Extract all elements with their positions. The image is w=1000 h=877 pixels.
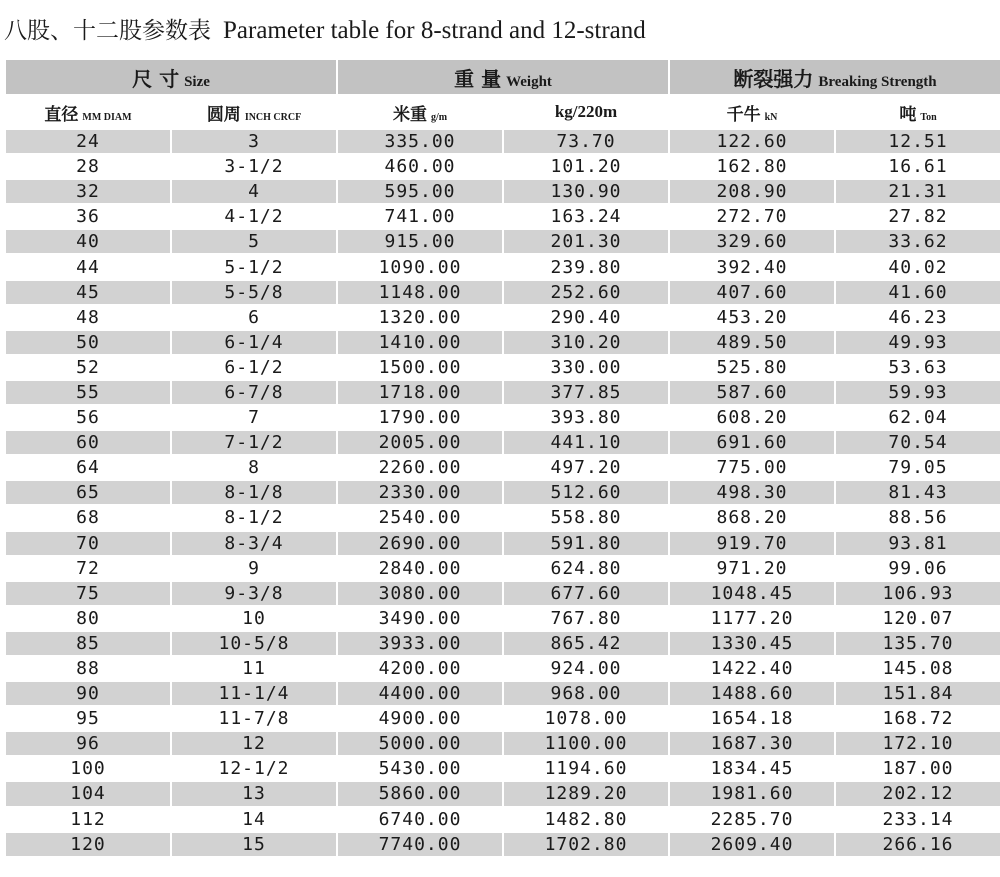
cell-strength-ton: 59.93 <box>836 381 1000 404</box>
cell-strength-kn: 1422.40 <box>670 657 834 680</box>
cell-weight-kg-per-220m: 1078.00 <box>504 707 668 730</box>
cell-strength-ton: 151.84 <box>836 682 1000 705</box>
column-header-en: Ton <box>920 111 937 123</box>
column-header-row <box>6 96 1000 128</box>
cell-strength-kn: 868.20 <box>670 506 834 529</box>
cell-circumference-inch: 4 <box>172 180 336 203</box>
cell-diameter-mm: 96 <box>6 732 170 755</box>
cell-strength-ton: 135.70 <box>836 632 1000 655</box>
table-row <box>6 155 1000 178</box>
cell-strength-ton: 93.81 <box>836 532 1000 555</box>
cell-strength-kn: 1488.60 <box>670 682 834 705</box>
table-row <box>6 255 1000 278</box>
cell-weight-kg-per-220m: 330.00 <box>504 356 668 379</box>
table-row <box>6 782 1000 805</box>
cell-strength-ton: 62.04 <box>836 406 1000 429</box>
cell-weight-g-per-m: 7740.00 <box>338 833 502 856</box>
group-header-en: Weight <box>506 73 552 90</box>
cell-diameter-mm: 88 <box>6 657 170 680</box>
cell-weight-kg-per-220m: 767.80 <box>504 607 668 630</box>
cell-diameter-mm: 45 <box>6 281 170 304</box>
cell-circumference-inch: 8-3/4 <box>172 532 336 555</box>
table-row <box>6 833 1000 856</box>
cell-weight-g-per-m: 335.00 <box>338 130 502 153</box>
cell-strength-ton: 145.08 <box>836 657 1000 680</box>
cell-diameter-mm: 112 <box>6 808 170 831</box>
cell-weight-kg-per-220m: 239.80 <box>504 255 668 278</box>
cell-weight-g-per-m: 2840.00 <box>338 557 502 580</box>
cell-weight-g-per-m: 595.00 <box>338 180 502 203</box>
column-header-en: kg/220m <box>554 102 618 121</box>
column-header-circumference <box>172 96 336 128</box>
column-header-diameter <box>6 96 170 128</box>
cell-circumference-inch: 10-5/8 <box>172 632 336 655</box>
table-row <box>6 130 1000 153</box>
cell-weight-kg-per-220m: 591.80 <box>504 532 668 555</box>
cell-weight-g-per-m: 5000.00 <box>338 732 502 755</box>
cell-weight-g-per-m: 1090.00 <box>338 255 502 278</box>
cell-strength-kn: 1981.60 <box>670 782 834 805</box>
table-row <box>6 732 1000 755</box>
cell-diameter-mm: 104 <box>6 782 170 805</box>
cell-circumference-inch: 5-5/8 <box>172 281 336 304</box>
cell-circumference-inch: 6-1/4 <box>172 331 336 354</box>
cell-circumference-inch: 10 <box>172 607 336 630</box>
cell-strength-ton: 33.62 <box>836 230 1000 253</box>
cell-strength-ton: 266.16 <box>836 833 1000 856</box>
column-header-ton <box>836 96 1000 128</box>
cell-circumference-inch: 12 <box>172 732 336 755</box>
cell-weight-kg-per-220m: 1702.80 <box>504 833 668 856</box>
table-row <box>6 356 1000 379</box>
cell-diameter-mm: 64 <box>6 456 170 479</box>
column-header-en: MM DIAM <box>82 111 132 123</box>
table-row <box>6 230 1000 253</box>
cell-diameter-mm: 55 <box>6 381 170 404</box>
cell-weight-g-per-m: 2005.00 <box>338 431 502 454</box>
cell-weight-kg-per-220m: 73.70 <box>504 130 668 153</box>
cell-weight-kg-per-220m: 1482.80 <box>504 808 668 831</box>
cell-strength-kn: 1687.30 <box>670 732 834 755</box>
cell-weight-g-per-m: 460.00 <box>338 155 502 178</box>
cell-strength-kn: 407.60 <box>670 281 834 304</box>
title-chinese: 八股、十二股参数表 <box>4 18 211 44</box>
group-header-weight <box>338 60 668 94</box>
cell-circumference-inch: 8 <box>172 456 336 479</box>
cell-weight-g-per-m: 3933.00 <box>338 632 502 655</box>
column-header-en: g/m <box>430 111 448 123</box>
cell-strength-kn: 587.60 <box>670 381 834 404</box>
cell-strength-kn: 1654.18 <box>670 707 834 730</box>
cell-circumference-inch: 15 <box>172 833 336 856</box>
cell-strength-kn: 122.60 <box>670 130 834 153</box>
cell-weight-kg-per-220m: 1289.20 <box>504 782 668 805</box>
cell-strength-kn: 208.90 <box>670 180 834 203</box>
table-row <box>6 607 1000 630</box>
cell-weight-g-per-m: 1718.00 <box>338 381 502 404</box>
column-header-cn: 直径 <box>44 104 79 125</box>
cell-strength-kn: 608.20 <box>670 406 834 429</box>
cell-strength-ton: 168.72 <box>836 707 1000 730</box>
cell-strength-kn: 775.00 <box>670 456 834 479</box>
cell-weight-g-per-m: 1410.00 <box>338 331 502 354</box>
cell-strength-ton: 99.06 <box>836 557 1000 580</box>
cell-weight-g-per-m: 1790.00 <box>338 406 502 429</box>
cell-strength-kn: 1048.45 <box>670 582 834 605</box>
table-row <box>6 281 1000 304</box>
cell-weight-kg-per-220m: 1100.00 <box>504 732 668 755</box>
cell-strength-kn: 392.40 <box>670 255 834 278</box>
cell-weight-g-per-m: 1500.00 <box>338 356 502 379</box>
cell-weight-kg-per-220m: 290.40 <box>504 306 668 329</box>
group-header-cn: 重 量 <box>454 66 502 91</box>
cell-strength-kn: 2285.70 <box>670 808 834 831</box>
cell-weight-kg-per-220m: 512.60 <box>504 481 668 504</box>
cell-diameter-mm: 72 <box>6 557 170 580</box>
parameter-table <box>4 58 1000 858</box>
cell-circumference-inch: 8-1/2 <box>172 506 336 529</box>
cell-weight-g-per-m: 1148.00 <box>338 281 502 304</box>
cell-weight-g-per-m: 1320.00 <box>338 306 502 329</box>
column-header-en: kN <box>764 111 778 123</box>
column-header-gram-per-meter <box>338 96 502 128</box>
table-row <box>6 381 1000 404</box>
cell-strength-ton: 49.93 <box>836 331 1000 354</box>
table-row <box>6 205 1000 228</box>
table-row <box>6 406 1000 429</box>
cell-diameter-mm: 56 <box>6 406 170 429</box>
cell-strength-ton: 70.54 <box>836 431 1000 454</box>
cell-strength-ton: 16.61 <box>836 155 1000 178</box>
cell-circumference-inch: 8-1/8 <box>172 481 336 504</box>
cell-diameter-mm: 60 <box>6 431 170 454</box>
cell-weight-g-per-m: 2330.00 <box>338 481 502 504</box>
cell-weight-g-per-m: 6740.00 <box>338 808 502 831</box>
cell-diameter-mm: 120 <box>6 833 170 856</box>
cell-diameter-mm: 32 <box>6 180 170 203</box>
cell-weight-kg-per-220m: 101.20 <box>504 155 668 178</box>
cell-strength-kn: 272.70 <box>670 205 834 228</box>
cell-strength-kn: 691.60 <box>670 431 834 454</box>
cell-strength-kn: 1330.45 <box>670 632 834 655</box>
page-title <box>4 12 646 46</box>
cell-circumference-inch: 3 <box>172 130 336 153</box>
cell-weight-kg-per-220m: 865.42 <box>504 632 668 655</box>
table-row <box>6 657 1000 680</box>
cell-strength-ton: 106.93 <box>836 582 1000 605</box>
cell-weight-g-per-m: 3080.00 <box>338 582 502 605</box>
cell-weight-g-per-m: 4200.00 <box>338 657 502 680</box>
cell-strength-ton: 46.23 <box>836 306 1000 329</box>
cell-diameter-mm: 50 <box>6 331 170 354</box>
table-row <box>6 532 1000 555</box>
cell-weight-g-per-m: 915.00 <box>338 230 502 253</box>
cell-weight-g-per-m: 5430.00 <box>338 757 502 780</box>
cell-circumference-inch: 13 <box>172 782 336 805</box>
cell-diameter-mm: 24 <box>6 130 170 153</box>
cell-circumference-inch: 5-1/2 <box>172 255 336 278</box>
table-row <box>6 506 1000 529</box>
cell-weight-kg-per-220m: 1194.60 <box>504 757 668 780</box>
cell-circumference-inch: 5 <box>172 230 336 253</box>
cell-strength-ton: 12.51 <box>836 130 1000 153</box>
cell-strength-kn: 1834.45 <box>670 757 834 780</box>
cell-strength-ton: 172.10 <box>836 732 1000 755</box>
column-header-kilonewton <box>670 96 834 128</box>
cell-weight-kg-per-220m: 163.24 <box>504 205 668 228</box>
cell-weight-kg-per-220m: 310.20 <box>504 331 668 354</box>
cell-weight-g-per-m: 4900.00 <box>338 707 502 730</box>
cell-weight-kg-per-220m: 130.90 <box>504 180 668 203</box>
column-header-cn: 米重 <box>392 104 427 125</box>
cell-circumference-inch: 11-7/8 <box>172 707 336 730</box>
cell-weight-g-per-m: 4400.00 <box>338 682 502 705</box>
cell-strength-ton: 187.00 <box>836 757 1000 780</box>
cell-diameter-mm: 44 <box>6 255 170 278</box>
cell-diameter-mm: 65 <box>6 481 170 504</box>
cell-strength-kn: 489.50 <box>670 331 834 354</box>
cell-weight-kg-per-220m: 924.00 <box>504 657 668 680</box>
group-header-row <box>6 60 1000 94</box>
table-row <box>6 456 1000 479</box>
cell-diameter-mm: 28 <box>6 155 170 178</box>
column-header-en: INCH CRCF <box>244 111 302 123</box>
cell-diameter-mm: 75 <box>6 582 170 605</box>
column-header-cn: 千牛 <box>726 104 761 125</box>
cell-diameter-mm: 90 <box>6 682 170 705</box>
cell-strength-ton: 233.14 <box>836 808 1000 831</box>
table-row <box>6 632 1000 655</box>
cell-strength-kn: 453.20 <box>670 306 834 329</box>
group-header-cn: 断裂强力 <box>733 66 814 91</box>
cell-strength-ton: 21.31 <box>836 180 1000 203</box>
cell-weight-kg-per-220m: 558.80 <box>504 506 668 529</box>
cell-weight-kg-per-220m: 377.85 <box>504 381 668 404</box>
group-header-en: Breaking Strength <box>818 73 937 90</box>
cell-weight-kg-per-220m: 968.00 <box>504 682 668 705</box>
table-row <box>6 707 1000 730</box>
cell-diameter-mm: 85 <box>6 632 170 655</box>
cell-strength-ton: 40.02 <box>836 255 1000 278</box>
column-header-cn: 圆周 <box>206 104 241 125</box>
cell-weight-kg-per-220m: 201.30 <box>504 230 668 253</box>
cell-strength-kn: 971.20 <box>670 557 834 580</box>
table-row <box>6 180 1000 203</box>
table-row <box>6 682 1000 705</box>
group-header-breaking-strength <box>670 60 1000 94</box>
table-row <box>6 306 1000 329</box>
cell-strength-kn: 1177.20 <box>670 607 834 630</box>
table-row <box>6 757 1000 780</box>
cell-strength-kn: 525.80 <box>670 356 834 379</box>
cell-weight-kg-per-220m: 624.80 <box>504 557 668 580</box>
cell-strength-kn: 2609.40 <box>670 833 834 856</box>
cell-diameter-mm: 68 <box>6 506 170 529</box>
cell-diameter-mm: 95 <box>6 707 170 730</box>
cell-circumference-inch: 9 <box>172 557 336 580</box>
cell-diameter-mm: 70 <box>6 532 170 555</box>
table-row <box>6 331 1000 354</box>
cell-strength-kn: 919.70 <box>670 532 834 555</box>
cell-strength-ton: 27.82 <box>836 205 1000 228</box>
cell-weight-kg-per-220m: 497.20 <box>504 456 668 479</box>
cell-weight-g-per-m: 3490.00 <box>338 607 502 630</box>
table-row <box>6 557 1000 580</box>
cell-diameter-mm: 52 <box>6 356 170 379</box>
cell-diameter-mm: 48 <box>6 306 170 329</box>
title-english: Parameter table for 8-strand and 12-strand <box>223 17 646 44</box>
cell-strength-ton: 120.07 <box>836 607 1000 630</box>
cell-circumference-inch: 7-1/2 <box>172 431 336 454</box>
cell-circumference-inch: 11-1/4 <box>172 682 336 705</box>
cell-weight-kg-per-220m: 441.10 <box>504 431 668 454</box>
cell-weight-g-per-m: 2260.00 <box>338 456 502 479</box>
cell-circumference-inch: 4-1/2 <box>172 205 336 228</box>
cell-strength-ton: 88.56 <box>836 506 1000 529</box>
group-header-cn: 尺 寸 <box>132 66 180 91</box>
cell-strength-ton: 202.12 <box>836 782 1000 805</box>
cell-circumference-inch: 12-1/2 <box>172 757 336 780</box>
column-header-kg-per-220m <box>504 96 668 128</box>
cell-diameter-mm: 40 <box>6 230 170 253</box>
table-row <box>6 808 1000 831</box>
cell-strength-ton: 79.05 <box>836 456 1000 479</box>
cell-diameter-mm: 36 <box>6 205 170 228</box>
cell-strength-ton: 53.63 <box>836 356 1000 379</box>
table-body <box>6 130 1000 856</box>
cell-weight-kg-per-220m: 393.80 <box>504 406 668 429</box>
cell-weight-kg-per-220m: 252.60 <box>504 281 668 304</box>
cell-strength-ton: 41.60 <box>836 281 1000 304</box>
cell-strength-kn: 162.80 <box>670 155 834 178</box>
cell-weight-g-per-m: 2540.00 <box>338 506 502 529</box>
cell-circumference-inch: 3-1/2 <box>172 155 336 178</box>
cell-circumference-inch: 6 <box>172 306 336 329</box>
cell-circumference-inch: 6-1/2 <box>172 356 336 379</box>
cell-diameter-mm: 100 <box>6 757 170 780</box>
cell-circumference-inch: 7 <box>172 406 336 429</box>
table-row <box>6 481 1000 504</box>
cell-strength-ton: 81.43 <box>836 481 1000 504</box>
cell-circumference-inch: 14 <box>172 808 336 831</box>
cell-strength-kn: 498.30 <box>670 481 834 504</box>
column-header-cn: 吨 <box>899 104 917 125</box>
cell-diameter-mm: 80 <box>6 607 170 630</box>
group-header-size <box>6 60 336 94</box>
cell-circumference-inch: 6-7/8 <box>172 381 336 404</box>
cell-strength-kn: 329.60 <box>670 230 834 253</box>
group-header-en: Size <box>184 73 210 90</box>
cell-weight-kg-per-220m: 677.60 <box>504 582 668 605</box>
cell-circumference-inch: 11 <box>172 657 336 680</box>
cell-weight-g-per-m: 2690.00 <box>338 532 502 555</box>
table-row <box>6 582 1000 605</box>
table-row <box>6 431 1000 454</box>
cell-weight-g-per-m: 5860.00 <box>338 782 502 805</box>
cell-circumference-inch: 9-3/8 <box>172 582 336 605</box>
cell-weight-g-per-m: 741.00 <box>338 205 502 228</box>
